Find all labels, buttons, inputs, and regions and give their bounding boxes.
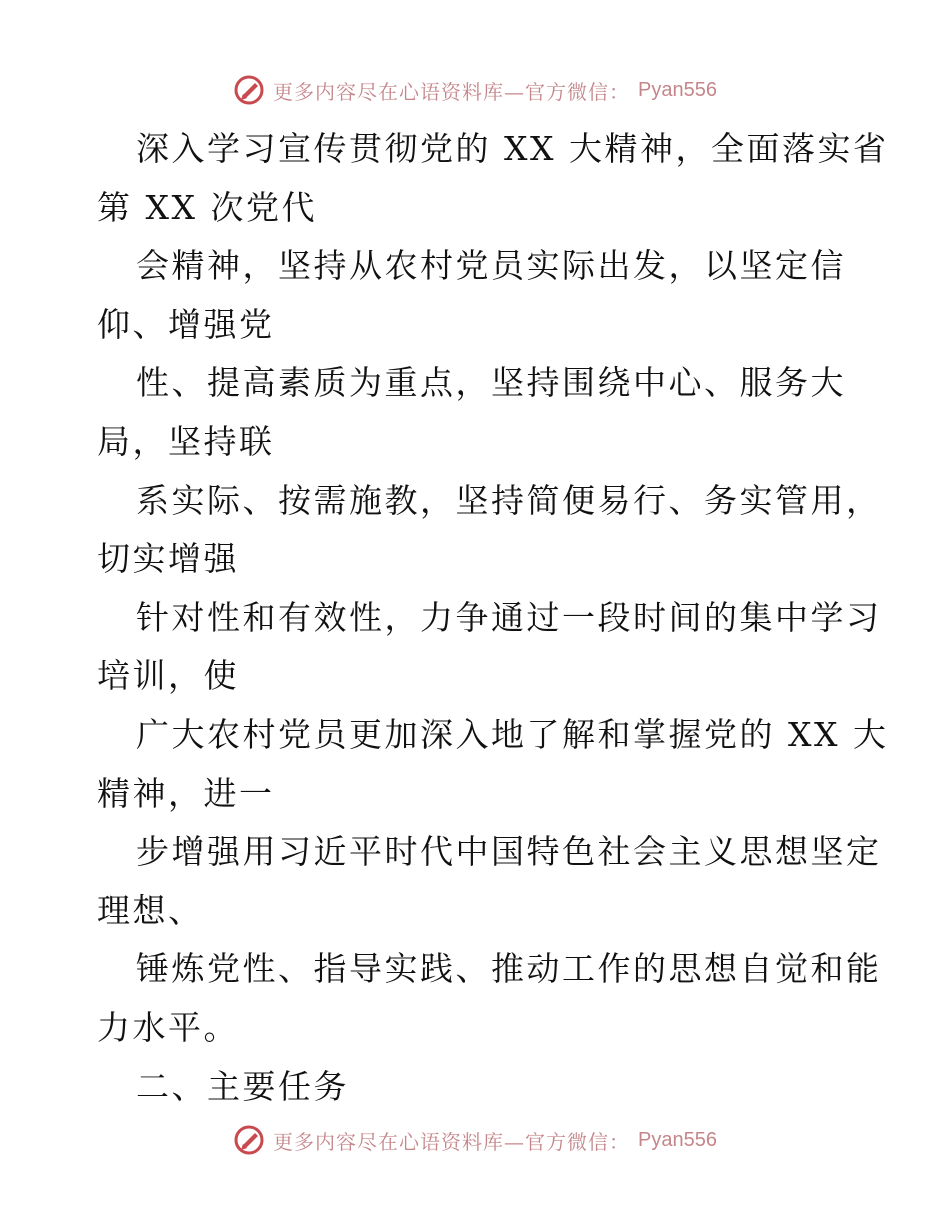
banner-wechat-id: Pyan556 xyxy=(638,78,717,101)
footer-banner xyxy=(0,1120,950,1160)
banner-wechat-id: Pyan556 xyxy=(638,1128,717,1151)
body-line: 深入学习宣传贯彻党的 XX 大精神，全面落实省 xyxy=(136,129,889,168)
body-line: 精神，进一 xyxy=(97,773,275,813)
body-line: 力水平。 xyxy=(97,1007,239,1047)
body-line: 针对性和有效性，力争通过一段时间的集中学习 xyxy=(136,597,882,637)
body-line: 会精神，坚持从农村党员实际出发，以坚定信 xyxy=(136,246,846,286)
body-line: 仰、增强党 xyxy=(97,304,275,344)
banner-text: 更多内容尽在心语资料库—官方微信： xyxy=(273,79,631,104)
body-line: 性、提高素质为重点，坚持围绕中心、服务大 xyxy=(136,363,846,403)
section-heading: 二、主要任务 xyxy=(136,1066,349,1106)
body-line: 培训，使 xyxy=(97,656,239,696)
body-line: 系实际、按需施教，坚持简便易行、务实管用， xyxy=(136,480,882,520)
header-banner xyxy=(0,70,950,110)
body-line: 广大农村党员更加深入地了解和掌握党的 XX 大 xyxy=(136,714,889,754)
body-line: 局，坚持联 xyxy=(97,421,275,461)
body-line: 理想、 xyxy=(97,890,204,930)
body-line: 第 XX 次党代 xyxy=(97,187,317,227)
body-line: 切实增强 xyxy=(97,539,239,579)
document-body xyxy=(97,120,889,1116)
banner-text: 更多内容尽在心语资料库—官方微信： xyxy=(273,1129,631,1154)
body-line: 步增强用习近平时代中国特色社会主义思想坚定 xyxy=(136,832,882,872)
brand-logo-icon xyxy=(233,74,265,106)
body-line: 锤炼党性、指导实践、推动工作的思想自觉和能 xyxy=(136,949,882,989)
brand-logo-icon xyxy=(233,1124,265,1156)
